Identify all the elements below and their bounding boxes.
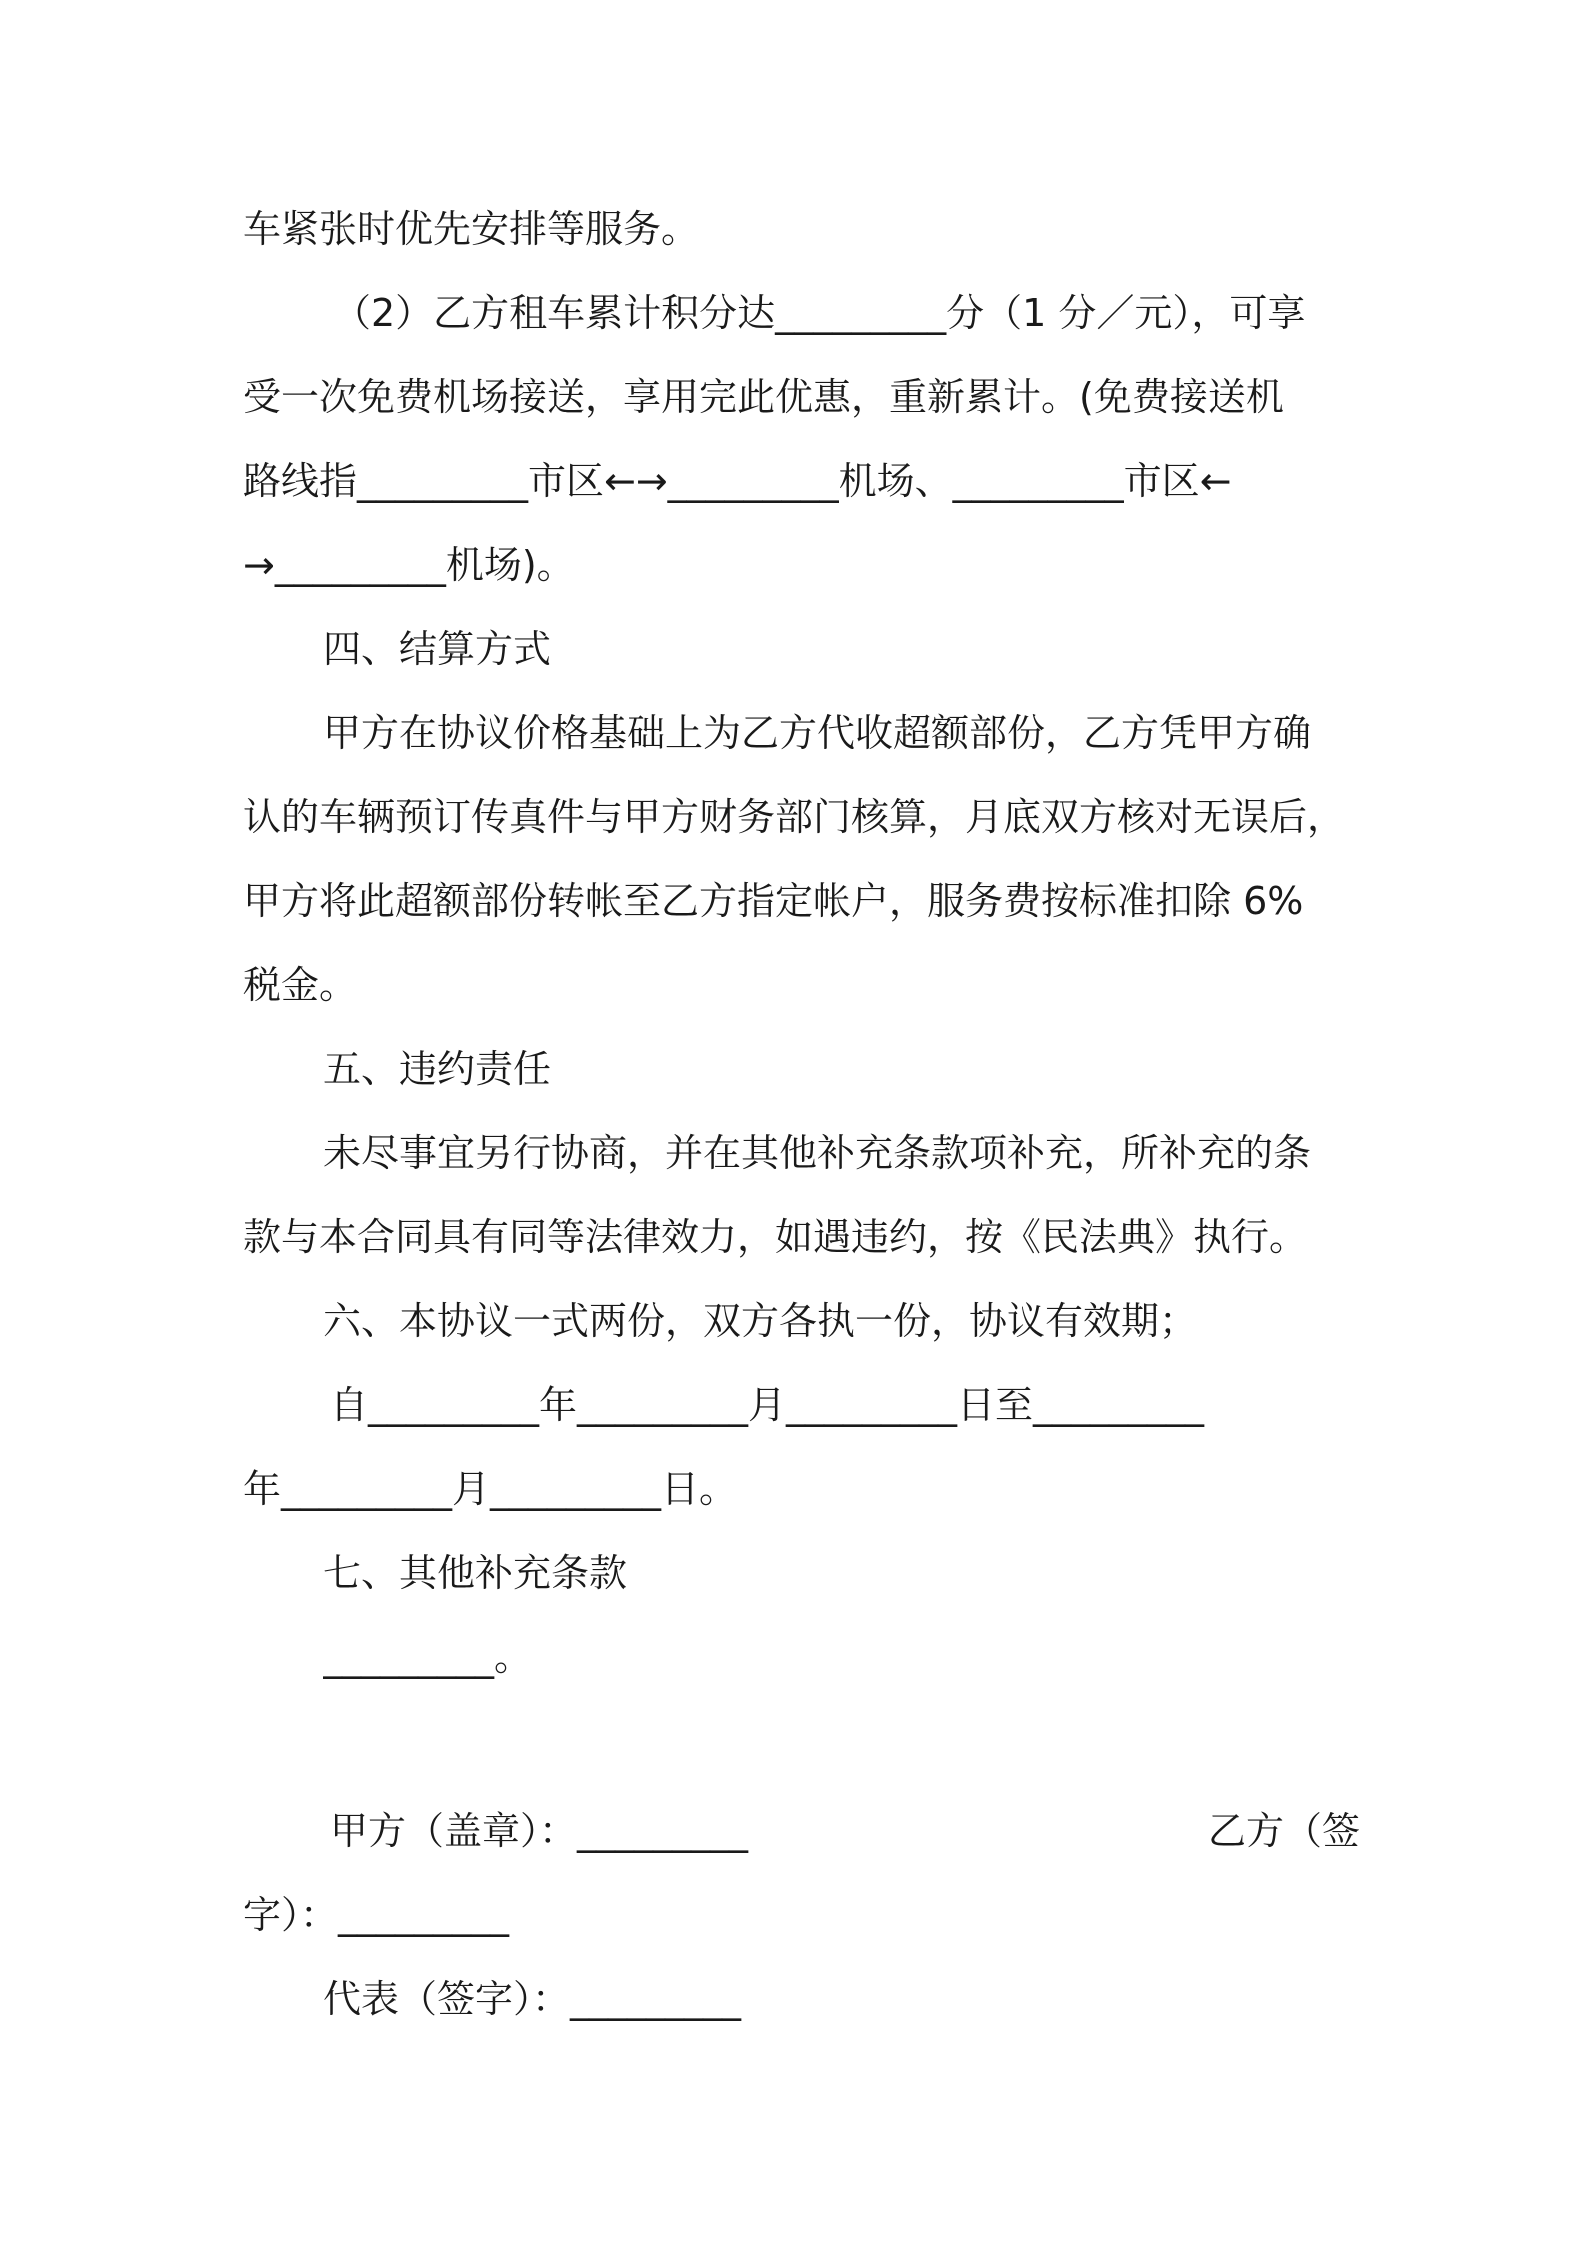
text-line: 未尽事宜另行协商，并在其他补充条款项补充，所补充的条	[323, 1131, 1312, 1175]
text-line: →_________机场)。	[243, 543, 575, 587]
section-heading: 五、违约责任	[323, 1047, 552, 1091]
section-heading: 六、本协议一式两份，双方各执一份，协议有效期；	[323, 1299, 1198, 1343]
text-line: 自_________年_________月_________日至_________	[330, 1383, 1205, 1427]
text-line: 受一次免费机场接送，享用完此优惠，重新累计。(免费接送机	[243, 375, 1284, 419]
text-line: 款与本合同具有同等法律效力，如遇违约，按《民法典》执行。	[243, 1215, 1308, 1259]
text-line: 车紧张时优先安排等服务。	[243, 207, 700, 251]
party-a-seal: 甲方（盖章）：_________	[330, 1809, 749, 1853]
section-heading: 四、结算方式	[323, 627, 552, 671]
text-line: 税金。	[243, 963, 358, 1007]
text-line: （2）乙方租车累计积分达_________分（1 分／元），可享	[333, 291, 1306, 335]
party-b-signature-label: 乙方（签	[1207, 1809, 1360, 1853]
text-line: 年_________月_________日。	[243, 1467, 738, 1511]
text-line: 路线指_________市区←→_________机场、_________市区←	[243, 459, 1232, 503]
text-line: 甲方在协议价格基础上为乙方代收超额部份，乙方凭甲方确	[323, 711, 1312, 755]
text-line: 认的车辆预订传真件与甲方财务部门核算，月底双方核对无误后，	[243, 795, 1346, 839]
section-heading: 七、其他补充条款	[323, 1551, 628, 1595]
party-b-signature: 字）：_________	[243, 1893, 510, 1937]
representative-signature: 代表（签字）：_________	[323, 1977, 742, 2021]
blank-line: _________。	[323, 1635, 533, 1679]
text-line: 甲方将此超额部份转帐至乙方指定帐户，服务费按标准扣除 6%	[243, 879, 1304, 923]
